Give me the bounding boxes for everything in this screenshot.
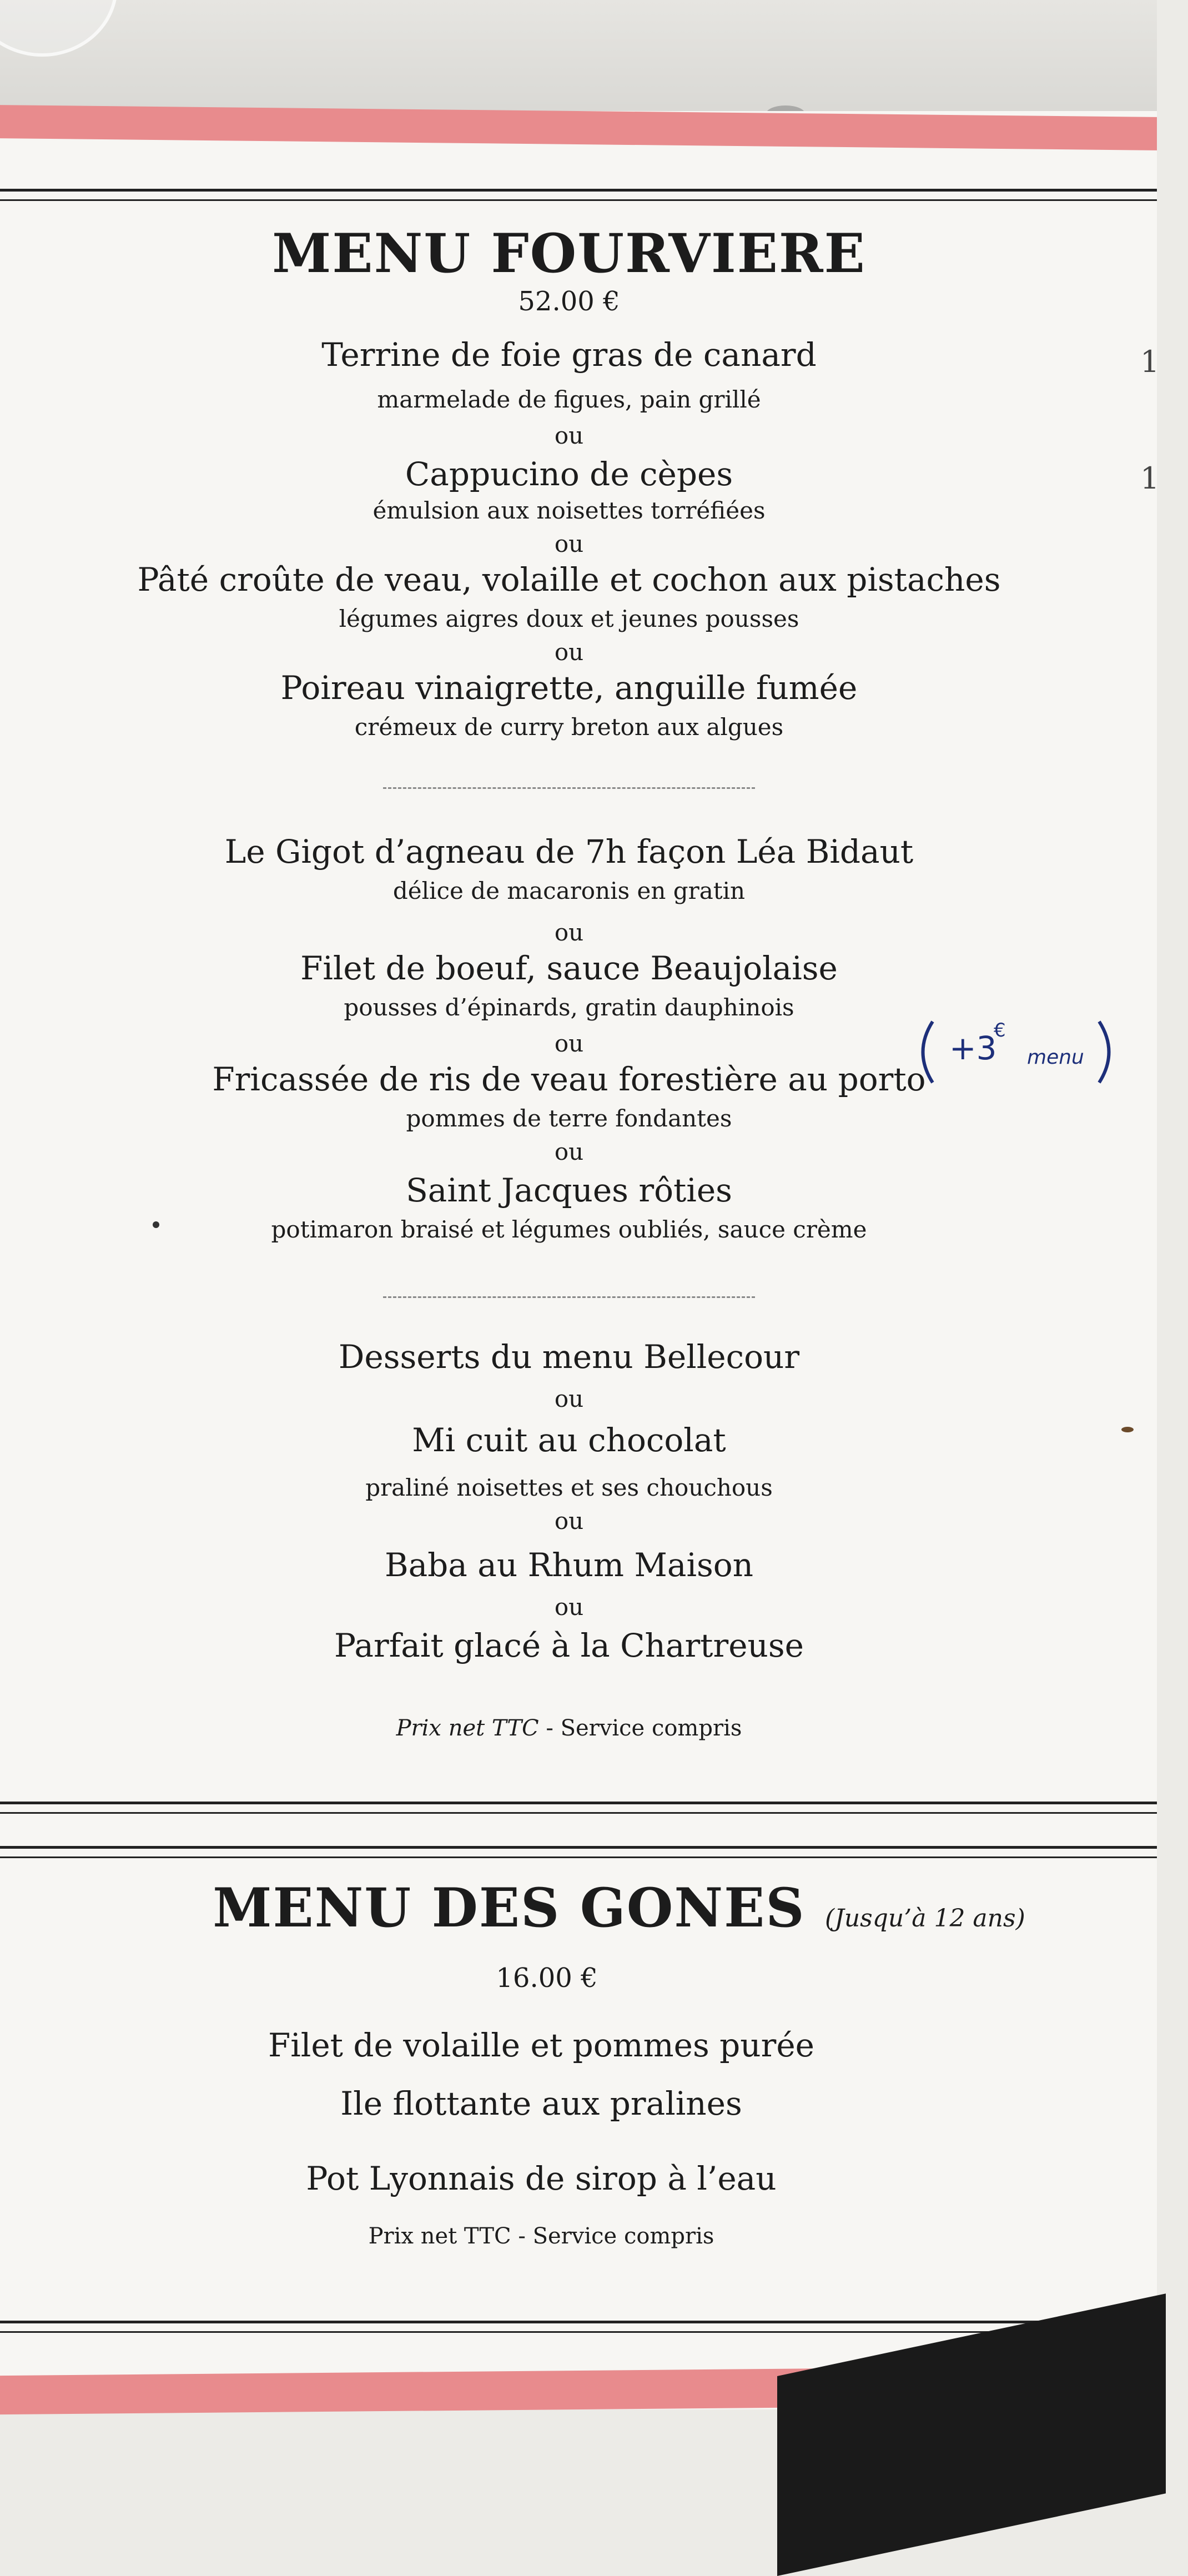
menu-gones-title: MENU DES GONES xyxy=(213,1876,806,1939)
main-2-desc: pousses d’épinards, gratin dauphinois xyxy=(344,994,794,1021)
supplement-word: menu xyxy=(1027,1046,1084,1069)
main-2-name: Filet de boeuf, sauce Beaujolaise xyxy=(300,949,838,987)
footer-rest: - Service compris xyxy=(538,1715,742,1741)
starter-2-name: Cappucino de cèpes xyxy=(405,455,733,493)
starter-3-desc: légumes aigres doux et jeunes pousses xyxy=(339,605,799,632)
supplement-currency: € xyxy=(994,1019,1006,1042)
ou-separator: ou xyxy=(554,1138,584,1165)
dessert-2-desc: praliné noisettes et ses chouchous xyxy=(365,1474,773,1501)
ou-separator: ou xyxy=(554,1385,584,1412)
speck xyxy=(1121,1427,1134,1432)
bottom-rule xyxy=(0,2321,1157,2333)
dessert-3-name: Baba au Rhum Maison xyxy=(384,1546,754,1584)
main-1-name: Le Gigot d’agneau de 7h façon Léa Bidaut xyxy=(224,833,914,871)
ou-separator: ou xyxy=(554,919,584,946)
menu-gones-title-row xyxy=(50,1876,1188,1939)
starter-1-name: Terrine de foie gras de canard xyxy=(321,336,817,374)
starter-4-desc: crémeux de curry breton aux algues xyxy=(354,713,784,741)
section-rule xyxy=(0,1846,1157,1858)
dessert-2-name: Mi cuit au chocolat xyxy=(412,1421,726,1459)
footer-italic: Prix net TTC xyxy=(396,1715,539,1741)
starter-3-name: Pâté croûte de veau, volaille et cochon aux pistaches xyxy=(137,561,1001,598)
starter-1-desc: marmelade de figues, pain grillé xyxy=(377,386,761,413)
supplement-amount: +3 xyxy=(949,1029,997,1067)
dessert-4-name: Parfait glacé à la Chartreuse xyxy=(334,1627,804,1664)
tablecloth xyxy=(0,0,1157,117)
ou-separator: ou xyxy=(554,1030,584,1057)
ou-separator: ou xyxy=(554,1507,584,1534)
main-4-name: Saint Jacques rôties xyxy=(406,1171,732,1209)
starter-2-desc: émulsion aux noisettes torréfiées xyxy=(372,497,766,524)
ou-separator: ou xyxy=(554,422,584,449)
gones-item-3: Pot Lyonnais de sirop à l’eau xyxy=(306,2160,777,2197)
menu-gones-age-note: (Jusqu’à 12 ans) xyxy=(825,1904,1025,1933)
ou-separator: ou xyxy=(554,638,584,666)
menu-fourviere-title: MENU FOURVIERE xyxy=(272,222,866,285)
gones-item-2: Ile flottante aux pralines xyxy=(340,2085,742,2122)
top-rule xyxy=(0,189,1157,201)
section-separator xyxy=(383,1296,755,1298)
main-1-desc: délice de macaronis en gratin xyxy=(392,877,746,904)
gones-item-1: Filet de volaille et pommes purée xyxy=(268,2026,815,2064)
section-rule xyxy=(0,1802,1157,1814)
handwritten-supplement-note xyxy=(910,1016,1121,1088)
speck xyxy=(153,1221,159,1228)
ou-separator: ou xyxy=(554,1593,584,1621)
section-separator xyxy=(383,787,755,789)
cut-off-text: 1 xyxy=(1140,344,1160,379)
main-3-name: Fricassée de ris de veau forestière au porto xyxy=(212,1060,926,1098)
menu-fourviere-footer xyxy=(0,1715,1138,1741)
dessert-1-name: Desserts du menu Bellecour xyxy=(338,1338,800,1376)
ou-separator: ou xyxy=(554,530,584,557)
menu-gones-footer: Prix net TTC - Service compris xyxy=(368,2223,714,2249)
starter-4-name: Poireau vinaigrette, anguille fumée xyxy=(280,669,858,707)
menu-gones-price: 16.00 € xyxy=(496,1963,598,1994)
main-4-desc: potimaron braisé et légumes oubliés, sauce crème xyxy=(271,1216,867,1243)
cut-off-text: 1 xyxy=(1140,461,1160,496)
menu-fourviere-price: 52.00 € xyxy=(518,286,620,317)
main-3-desc: pommes de terre fondantes xyxy=(406,1105,732,1132)
